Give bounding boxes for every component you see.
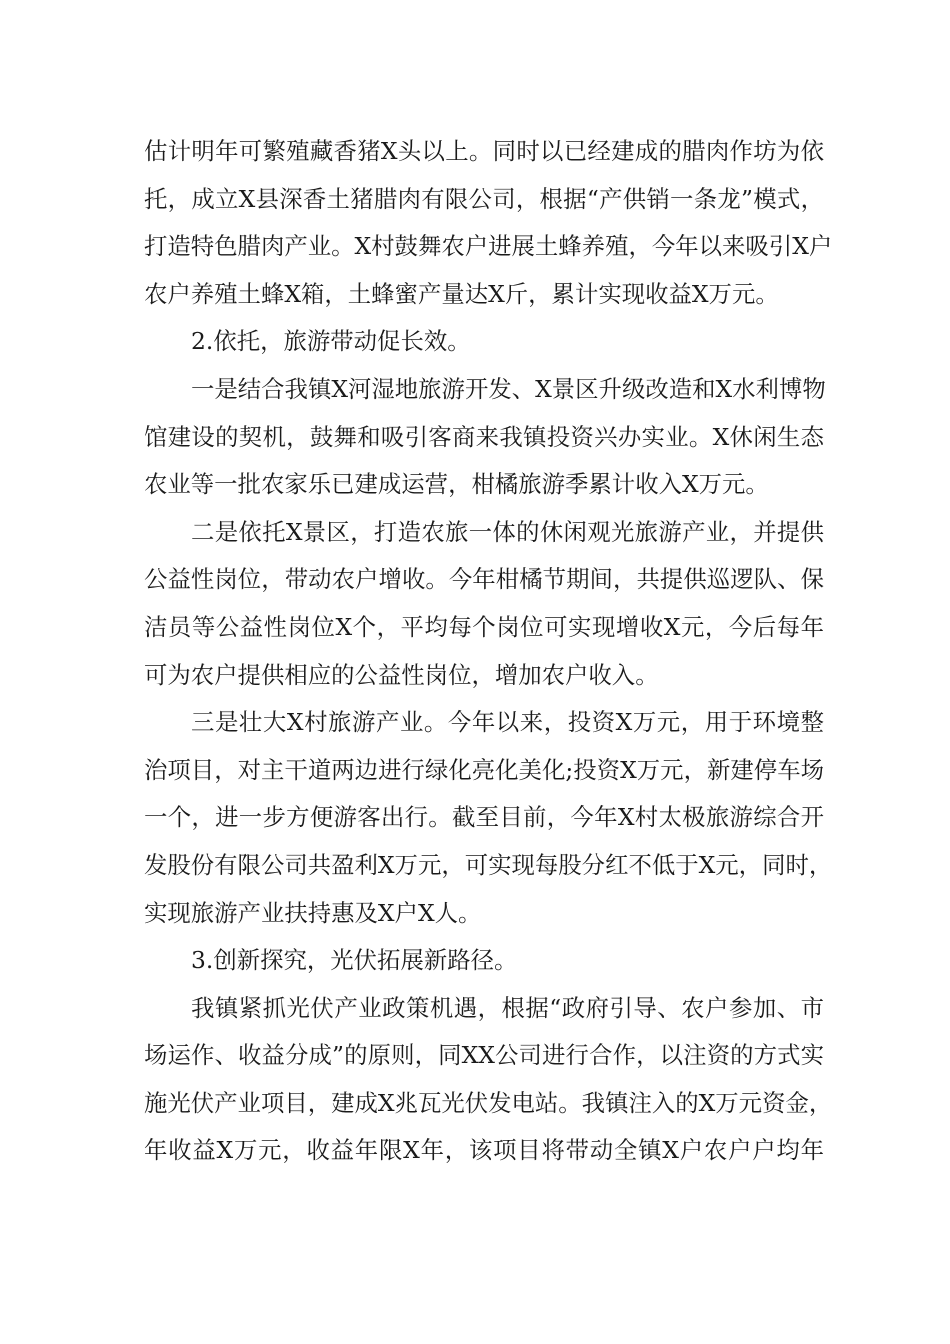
text-line: 发股份有限公司共盈利X万元，可实现每股分红不低于X元，同时， [144, 850, 833, 879]
text-line: 洁员等公益性岗位X个，平均每个岗位可实现增收X元，今后每年 [144, 612, 824, 641]
text-line: 年收益X万元，收益年限X年，该项目将带动全镇X户农户户均年 [144, 1136, 824, 1165]
text-line: 治项目，对主干道两边进行绿化亮化美化;投资X万元，新建停车场 [144, 755, 824, 784]
text-line: 实现旅游产业扶持惠及X户X人。 [144, 898, 482, 927]
text-line: 估计明年可繁殖藏香猪X头以上。同时以已经建成的腊肉作坊为依 [144, 137, 824, 165]
text-line: 场运作、收益分成”的原则，同XX公司进行合作，以注资的方式实 [144, 1041, 824, 1070]
section-heading: 3.创新探究，光伏拓展新路径。 [191, 946, 518, 975]
text-line: 一是结合我镇X河湿地旅游开发、X景区升级改造和X水利博物 [191, 374, 826, 403]
text-line: 打造特色腊肉产业。X村鼓舞农户进展土蜂养殖，今年以来吸引X户 [144, 232, 833, 261]
text-line: 农业等一批农家乐已建成运营，柑橘旅游季累计收入X万元。 [144, 470, 769, 499]
text-line: 三是壮大X村旅游产业。今年以来，投资X万元，用于环境整 [191, 708, 824, 737]
text-line: 公益性岗位，带动农户增收。今年柑橘节期间，共提供巡逻队、保 [144, 565, 824, 594]
text-line: 二是依托X景区，打造农旅一体的休闲观光旅游产业，并提供 [191, 517, 824, 546]
text-line: 可为农户提供相应的公益性岗位，增加农户收入。 [144, 660, 659, 689]
text-line: 托，成立X县深香土猪腊肉有限公司，根据“产供销一条龙”模式， [144, 184, 824, 213]
text-line: 馆建设的契机，鼓舞和吸引客商来我镇投资兴办实业。X休闲生态 [144, 422, 824, 451]
text-line: 我镇紧抓光伏产业政策机遇，根据“政府引导、农户参加、市 [191, 993, 824, 1022]
document-body [144, 128, 833, 1175]
text-line: 农户养殖土蜂X箱，土蜂蜜产量达X斤，累计实现收益X万元。 [144, 279, 779, 308]
text-line: 一个，进一步方便游客出行。截至目前，今年X村太极旅游综合开 [144, 803, 824, 832]
text-line: 施光伏产业项目，建成X兆瓦光伏发电站。我镇注入的X万元资金， [144, 1088, 833, 1117]
section-heading: 2.依托，旅游带动促长效。 [191, 327, 471, 356]
